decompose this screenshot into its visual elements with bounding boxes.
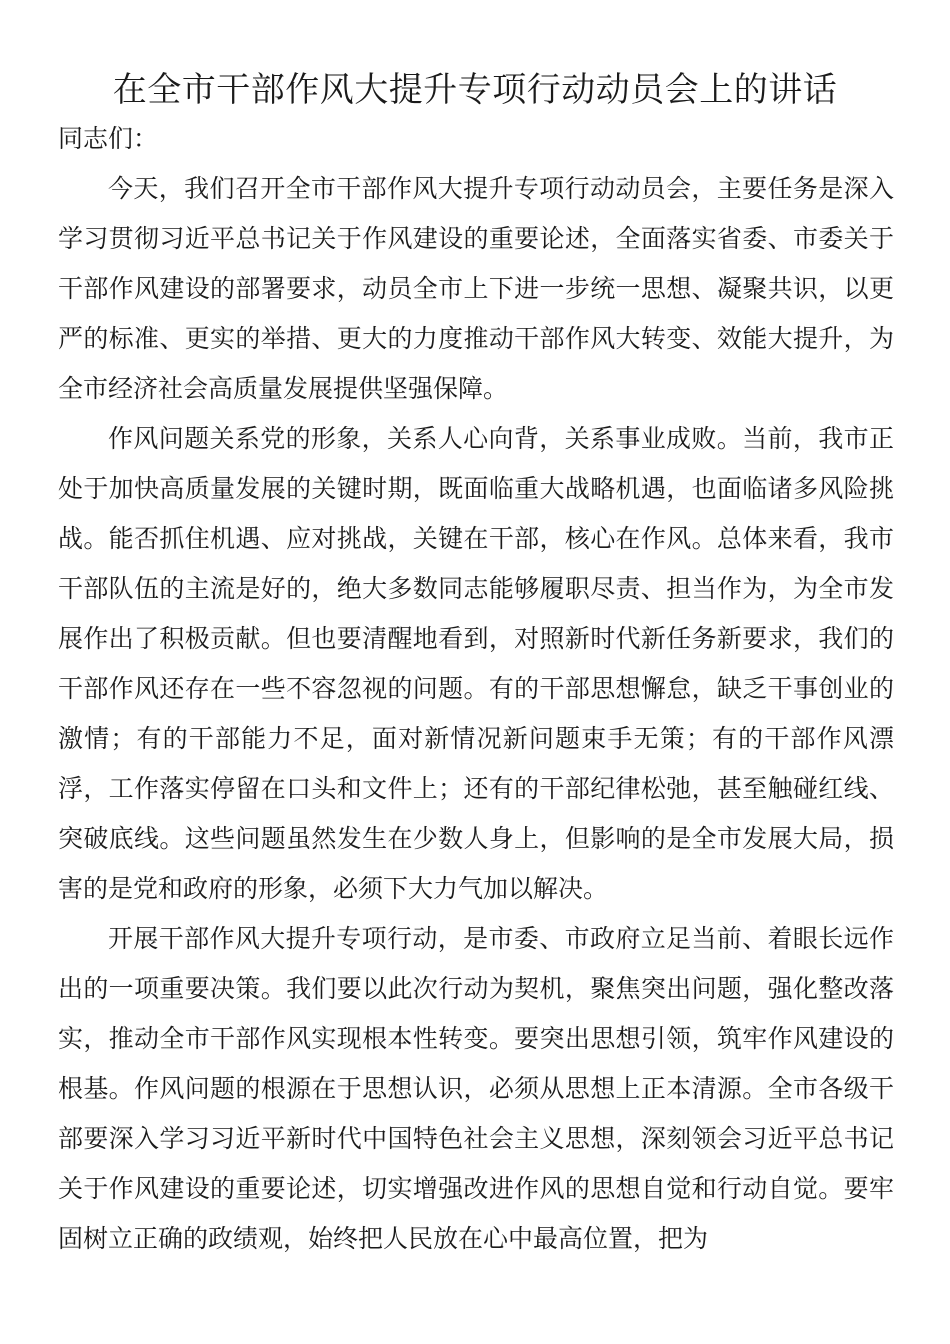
- paragraph-2: 作风问题关系党的形象，关系人心向背，关系事业成败。当前，我市正处于加快高质量发展的关键时期，既面临重大战略机遇，也面临诸多风险挑战。能否抓住机遇、应对挑战，关键在干部，核心在作风。总体来看，我市干部队伍的主流是好的，绝大多数同志能够履职尽责、担当作为，为全市发展作出了积极贡献。但也要清醒地看到，对照新时代新任务新要求，我们的干部作风还存在一些不容忽视的问题。有的干部思想懈怠，缺乏干事创业的激情；有的干部能力不足，面对新情况新问题束手无策；有的干部作风漂浮，工作落实停留在口头和文件上；还有的干部纪律松弛，甚至触碰红线、突破底线。这些问题虽然发生在少数人身上，但影响的是全市发展大局，损害的是党和政府的形象，必须下大力气加以解决。: [58, 424, 894, 903]
- document-title: 在全市干部作风大提升专项行动动员会上的讲话: [112, 70, 838, 110]
- paragraph-3: 开展干部作风大提升专项行动，是市委、市政府立足当前、着眼长远作出的一项重要决策。我们要以此次行动为契机，聚焦突出问题，强化整改落实，推动全市干部作风实现根本性转变。要突出思想引领，筑牢作风建设的根基。作风问题的根源在于思想认识，必须从思想上正本清源。全市各级干部要深入学习习近平新时代中国特色社会主义思想，深刻领会习近平总书记关于作风建设的重要论述，切实增强改进作风的思想自觉和行动自觉。要牢固树立正确的政绩观，始终把人民放在心中最高位置，把为: [58, 924, 894, 1253]
- salutation: 同志们：: [58, 124, 159, 153]
- document-body: [58, 114, 894, 1264]
- paragraph-1: 今天，我们召开全市干部作风大提升专项行动动员会，主要任务是深入学习贯彻习近平总书记关于作风建设的重要论述，全面落实省委、市委关于干部作风建设的部署要求，动员全市上下进一步统一思想、凝聚共识，以更严的标准、更实的举措、更大的力度推动干部作风大转变、效能大提升，为全市经济社会高质量发展提供坚强保障。: [58, 174, 894, 403]
